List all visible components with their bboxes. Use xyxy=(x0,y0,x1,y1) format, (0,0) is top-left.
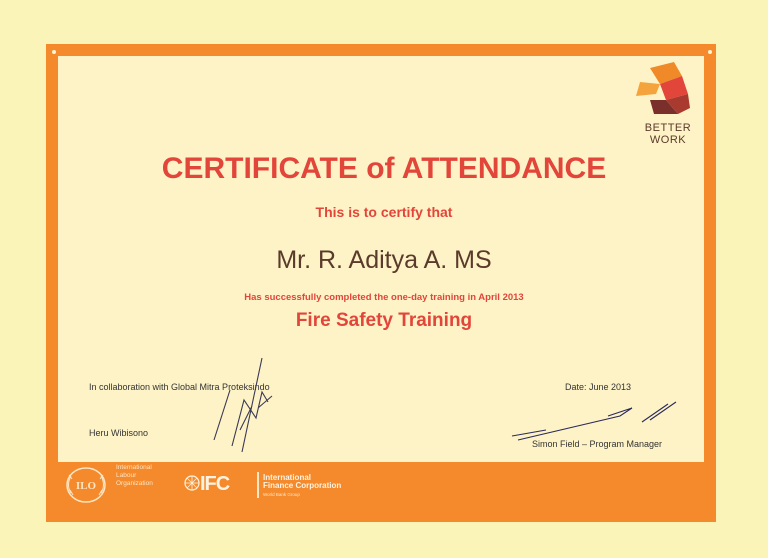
ilo-name: International Labour Organization xyxy=(116,464,153,487)
certify-statement: This is to certify that xyxy=(315,204,453,220)
better-work-logo-icon xyxy=(630,60,700,120)
ilo-emblem-icon xyxy=(62,465,110,505)
ifc-logo: IFC xyxy=(200,473,230,495)
certificate-title: CERTIFICATE of ATTENDANCE xyxy=(161,152,607,185)
ifc-name: International Finance Corporation xyxy=(263,473,342,490)
ifc-divider xyxy=(257,472,259,498)
corner-dot xyxy=(52,50,56,54)
footer-band xyxy=(58,462,704,510)
better-work-label: BETTER WORK xyxy=(644,122,692,146)
ifc-group-label: World Bank Group xyxy=(263,492,300,497)
recipient-name: Mr. R. Aditya A. MS xyxy=(276,246,492,274)
training-name: Fire Safety Training xyxy=(295,310,473,331)
left-signer-name: Heru Wibisono xyxy=(89,428,149,438)
svg-text:ILO: ILO xyxy=(75,480,97,492)
completion-statement: Has successfully completed the one-day training in April 2013 xyxy=(244,292,524,303)
collaboration-note: In collaboration with Global Mitra Proteksindo xyxy=(89,382,270,392)
world-bank-globe-icon xyxy=(184,474,200,492)
corner-dot xyxy=(708,50,712,54)
certificate-date: Date: June 2013 xyxy=(565,382,632,392)
right-signer-name: Simon Field – Program Manager xyxy=(532,439,663,449)
